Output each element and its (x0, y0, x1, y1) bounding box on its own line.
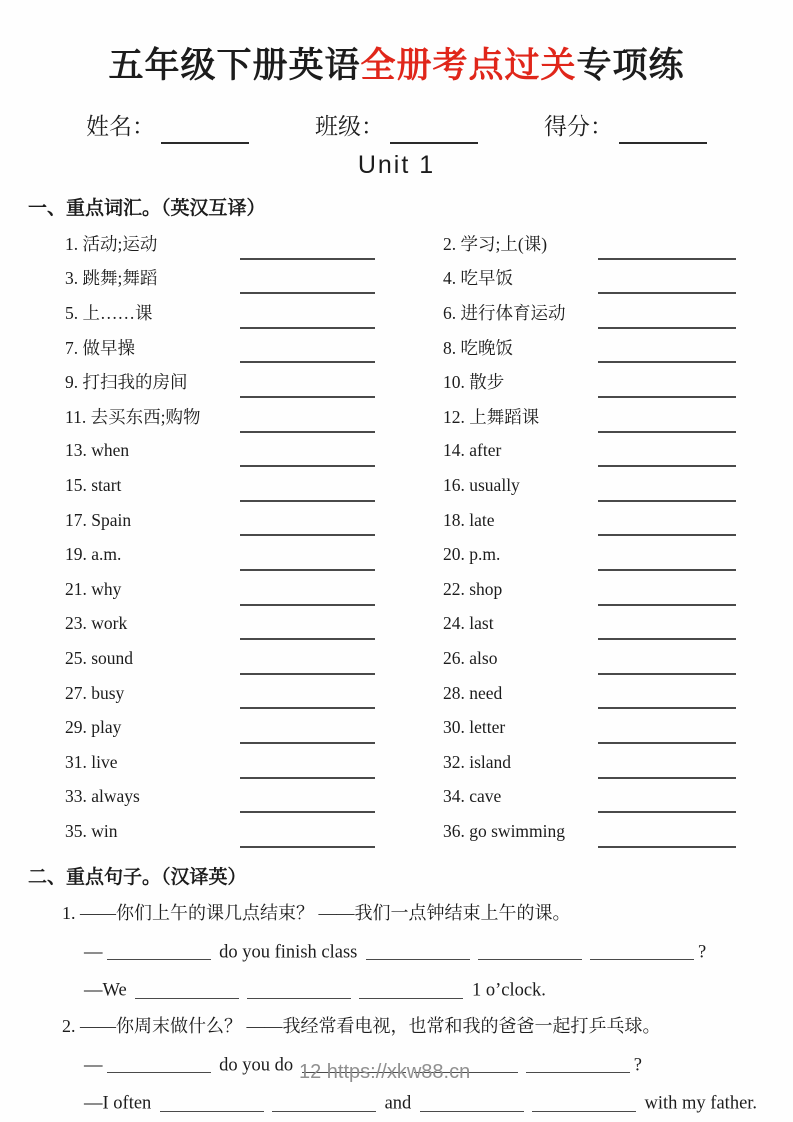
answer-blank (420, 1092, 524, 1112)
answer-blank (240, 465, 375, 467)
answer-blank (240, 500, 375, 502)
answer-blank (240, 777, 375, 779)
vocab-item (65, 295, 443, 330)
vocab-label: 16. usually (443, 474, 520, 495)
vocab-label: 13. when (65, 440, 130, 461)
vocab-item (65, 468, 443, 503)
vocab-label: 34. cave (443, 786, 502, 807)
vocab-item (65, 710, 443, 745)
vocab-item (65, 814, 443, 849)
vocab-item (443, 399, 765, 434)
answer-blank (598, 846, 736, 848)
vocab-item (443, 364, 765, 399)
vocab-item (65, 572, 443, 607)
answer-blank (478, 941, 582, 961)
vocab-label: 8. 吃晚饭 (443, 337, 513, 358)
vocab-label: 22. shop (443, 578, 503, 599)
answer-blank (240, 673, 375, 675)
answer-blank (240, 604, 375, 606)
answer-blank (366, 941, 470, 961)
answer-blank (240, 534, 375, 536)
vocab-item (65, 780, 443, 815)
vocab-label: 30. letter (443, 717, 506, 738)
sentence-prompt: 1. ——你们上午的课几点结束？ ——我们一点钟结束上午的课。 (62, 902, 571, 923)
vocab-item (65, 607, 443, 642)
answer-blank (598, 777, 736, 779)
vocab-label: 29. play (65, 717, 122, 738)
answer-blank (598, 396, 736, 398)
vocab-label: 2. 学习;上(课) (443, 233, 548, 254)
answer-line-text: —We (84, 980, 132, 1001)
vocab-label: 11. 去买东西;购物 (65, 406, 201, 427)
answer-line-text: —I often (84, 1093, 156, 1114)
name-blank (161, 117, 249, 144)
title-part-black-1: 五年级下册英语 (108, 46, 361, 85)
vocab-item (443, 434, 765, 469)
answer-blank (240, 431, 375, 433)
vocab-label: 12. 上舞蹈课 (443, 406, 540, 427)
vocab-item (65, 745, 443, 780)
vocab-label: 9. 打扫我的房间 (65, 372, 188, 393)
title-part-black-2: 专项练 (576, 46, 685, 85)
vocab-label: 23. work (65, 613, 128, 634)
answer-line-text: do you do (214, 1055, 298, 1076)
score-blank (619, 117, 707, 144)
vocab-item (443, 710, 765, 745)
vocab-item (65, 399, 443, 434)
answer-blank (598, 707, 736, 709)
section1-heading: 一、重点词汇。（英汉互译） (28, 198, 266, 219)
answer-line (84, 976, 765, 1002)
answer-blank (598, 638, 736, 640)
answer-blank (532, 1092, 636, 1112)
vocab-label: 15. start (65, 474, 122, 495)
answer-blank (240, 327, 375, 329)
answer-line-text: — (84, 942, 103, 963)
vocab-item (443, 503, 765, 538)
vocab-item (65, 676, 443, 711)
answer-blank (240, 569, 375, 571)
vocab-label: 3. 跳舞;舞蹈 (65, 268, 158, 289)
answer-line-text: and (379, 1093, 416, 1114)
vocab-item (65, 261, 443, 296)
vocab-item (65, 503, 443, 538)
answer-blank (240, 811, 375, 813)
answer-blank (240, 361, 375, 363)
vocab-label: 26. also (443, 647, 498, 668)
answer-blank (135, 979, 239, 999)
vocab-item (65, 641, 443, 676)
page-title (28, 38, 765, 88)
answer-blank (598, 327, 736, 329)
vocab-item (443, 226, 765, 261)
answer-blank (598, 292, 736, 294)
vocab-label: 36. go swimming (443, 820, 566, 841)
vocab-label: 35. win (65, 820, 118, 841)
unit-heading: Unit 1 (357, 151, 436, 179)
answer-blank (247, 979, 351, 999)
answer-blank (240, 638, 375, 640)
vocab-item (65, 434, 443, 469)
answer-line (84, 938, 765, 964)
class-label: 班级： (315, 114, 384, 139)
vocab-label: 10. 散步 (443, 372, 505, 393)
answer-line-text: — (84, 1055, 103, 1076)
answer-blank (107, 941, 211, 961)
vocab-label: 7. 做早操 (65, 337, 135, 358)
answer-blank (598, 673, 736, 675)
answer-blank (107, 1054, 211, 1074)
vocab-item (443, 607, 765, 642)
answer-blank (598, 811, 736, 813)
vocab-item (443, 261, 765, 296)
answer-line-text: ? (633, 1055, 642, 1076)
vocab-label: 31. live (65, 751, 118, 772)
vocab-label: 20. p.m. (443, 544, 501, 565)
name-label: 姓名： (86, 114, 155, 139)
vocab-label: 5. 上……课 (65, 302, 153, 323)
score-field (544, 108, 707, 141)
answer-blank (240, 707, 375, 709)
vocab-item (443, 780, 765, 815)
vocab-label: 18. late (443, 509, 495, 530)
name-field (86, 108, 249, 141)
vocab-item (443, 330, 765, 365)
vocab-label: 33. always (65, 786, 140, 807)
class-field (315, 108, 478, 141)
answer-blank (598, 534, 736, 536)
answer-blank (598, 742, 736, 744)
answer-blank (240, 742, 375, 744)
answer-blank (598, 500, 736, 502)
watermark: 12 https://xkw88.cn (299, 1061, 471, 1083)
vocab-item (443, 745, 765, 780)
vocab-label: 4. 吃早饭 (443, 268, 513, 289)
answer-blank (598, 431, 736, 433)
answer-line-text: ? (697, 942, 707, 963)
vocab-label: 1. 活动;运动 (65, 233, 158, 254)
vocab-item (443, 572, 765, 607)
vocab-grid (28, 226, 765, 849)
answer-blank (240, 396, 375, 398)
vocab-label: 28. need (443, 682, 503, 703)
answer-blank (598, 604, 736, 606)
vocab-item (65, 364, 443, 399)
answer-blank (598, 465, 736, 467)
answer-blank (240, 258, 375, 260)
vocab-label: 14. after (443, 440, 502, 461)
answer-line-text: do you finish class (214, 942, 362, 963)
vocab-label: 24. last (443, 613, 494, 634)
vocab-label: 19. a.m. (65, 544, 122, 565)
answer-blank (598, 361, 736, 363)
vocab-item (443, 295, 765, 330)
answer-line-text: 1 o’clock. (467, 980, 546, 1001)
answer-blank (272, 1092, 376, 1112)
vocab-label: 6. 进行体育运动 (443, 302, 566, 323)
vocab-item (443, 814, 765, 849)
vocab-label: 32. island (443, 751, 512, 772)
answer-blank (598, 258, 736, 260)
vocab-label: 27. busy (65, 682, 125, 703)
class-blank (390, 117, 478, 144)
answer-blank (526, 1054, 630, 1074)
answer-blank (240, 846, 375, 848)
vocab-item (65, 537, 443, 572)
info-row (86, 108, 707, 141)
answer-blank (590, 941, 694, 961)
vocab-item (443, 537, 765, 572)
section2-heading: 二、重点句子。（汉译英） (28, 866, 247, 888)
answer-blank (240, 292, 375, 294)
vocab-label: 21. why (65, 578, 122, 599)
vocab-item (443, 641, 765, 676)
answer-line-text: with my father. (639, 1093, 758, 1114)
sentence-prompt: 2. ——你周末做什么？ ——我经常看电视，也常和我的爸爸一起打乒乓球。 (62, 1015, 661, 1036)
vocab-item (443, 676, 765, 711)
vocab-label: 17. Spain (65, 509, 132, 530)
answer-line (84, 1089, 765, 1115)
vocab-label: 25. sound (65, 647, 134, 668)
vocab-item (65, 330, 443, 365)
answer-blank (598, 569, 736, 571)
vocab-item (443, 468, 765, 503)
score-label: 得分： (544, 114, 613, 139)
answer-blank (160, 1092, 264, 1112)
vocab-item (65, 226, 443, 261)
title-part-red: 全册考点过关 (360, 46, 577, 85)
answer-blank (359, 979, 463, 999)
